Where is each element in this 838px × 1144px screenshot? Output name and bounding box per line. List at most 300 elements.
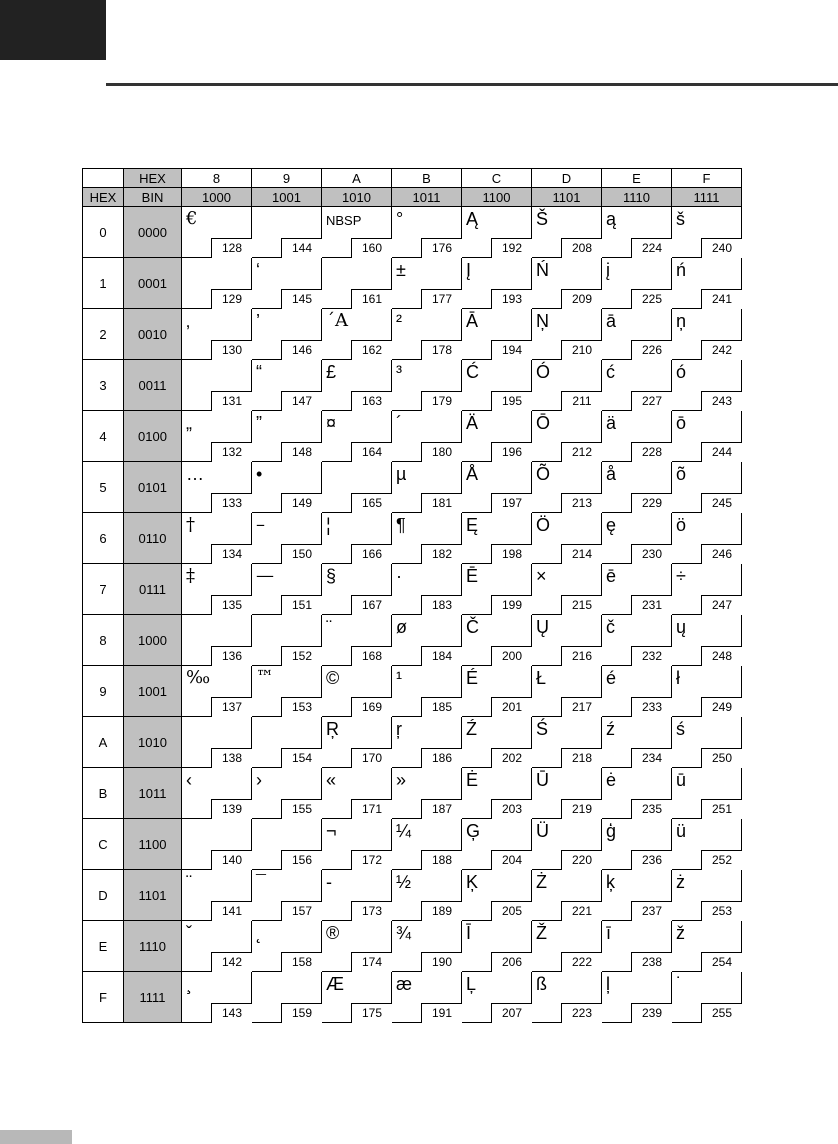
char-cell [672,717,742,768]
char-cell [322,564,392,615]
char-glyph: Ļ [466,974,477,994]
char-glyph: – [256,514,265,535]
char-glyph: ¨ [186,872,192,892]
char-glyph: Ŗ [326,719,339,739]
char-cell [462,921,532,972]
char-cell [392,870,462,921]
char-code: 220 [561,850,602,870]
row-bin: 1000 [124,615,182,666]
char-glyph: Ó [536,362,551,382]
char-cell [672,921,742,972]
char-cell [672,258,742,309]
char-glyph: ü [676,821,687,841]
char-cell [322,513,392,564]
row-bin: 1111 [124,972,182,1023]
char-code: 129 [211,289,252,309]
column-hex: 9 [252,169,322,188]
char-cell [252,717,322,768]
char-glyph: Ś [536,719,549,739]
char-glyph: ų [676,617,687,637]
char-code: 251 [701,799,742,819]
char-code: 238 [631,952,672,972]
char-cell [462,768,532,819]
char-glyph: ‘ [256,260,260,280]
char-glyph: Ä [466,413,479,433]
char-glyph: Æ [326,974,344,994]
char-code: 233 [631,697,672,717]
table-row [83,666,742,717]
char-cell [532,207,602,258]
row-bin: 1100 [124,819,182,870]
char-code: 169 [351,697,392,717]
char-glyph: Š [536,209,549,229]
char-code: 135 [211,595,252,615]
char-code: 156 [281,850,322,870]
column-hex: C [462,169,532,188]
char-cell [462,666,532,717]
char-cell [532,921,602,972]
row-hex: 8 [83,615,124,666]
char-glyph: Å [466,464,479,484]
char-glyph: ģ [606,821,617,841]
char-cell [252,207,322,258]
char-cell [182,513,252,564]
char-code: 242 [701,340,742,360]
char-code: 244 [701,442,742,462]
char-glyph: ó [676,362,687,382]
row-bin: 1010 [124,717,182,768]
char-code: 143 [211,1003,252,1023]
char-code: 215 [561,595,602,615]
header-row-hex [83,169,742,188]
char-glyph: • [256,464,263,484]
char-code: 199 [491,595,532,615]
char-cell [672,360,742,411]
char-glyph: Ż [536,872,547,892]
char-cell [252,666,322,717]
char-glyph: ņ [676,311,687,331]
char-cell [672,768,742,819]
char-cell [252,462,322,513]
char-code: 168 [351,646,392,666]
header-corner-block [0,0,106,60]
char-code: 237 [631,901,672,921]
row-bin: 0100 [124,411,182,462]
char-cell [182,972,252,1023]
char-glyph: ™ [256,667,274,688]
char-code: 183 [421,595,462,615]
table-row [83,921,742,972]
row-hex: 9 [83,666,124,717]
char-code: 163 [351,391,392,411]
header-bin-label: BIN [124,188,182,207]
row-bin: 1001 [124,666,182,717]
char-glyph: … [186,464,204,484]
table-row [83,309,742,360]
char-code: 190 [421,952,462,972]
char-code: 223 [561,1003,602,1023]
char-code: 167 [351,595,392,615]
char-code: 178 [421,340,462,360]
char-glyph: € [186,208,198,229]
char-cell [182,615,252,666]
char-glyph: ę [606,515,617,535]
column-bin: 1001 [252,188,322,207]
char-code: 224 [631,238,672,258]
char-glyph: ė [606,770,617,790]
char-cell [532,972,602,1023]
char-code: 138 [211,748,252,768]
char-code: 249 [701,697,742,717]
char-code: 236 [631,850,672,870]
char-cell [462,360,532,411]
char-cell [532,870,602,921]
column-hex: B [392,169,462,188]
row-hex: 6 [83,513,124,564]
char-cell [602,462,672,513]
char-glyph: ł [676,668,680,688]
char-cell [672,870,742,921]
char-cell [392,360,462,411]
char-glyph: ä [606,413,617,433]
char-glyph: Ą [466,209,479,229]
char-cell [602,309,672,360]
char-glyph: NBSP [326,213,362,228]
table-row [83,564,742,615]
char-code: 222 [561,952,602,972]
char-cell [392,819,462,870]
char-code: 235 [631,799,672,819]
char-glyph: £ [326,362,337,382]
char-code: 144 [281,238,322,258]
char-cell [602,258,672,309]
char-code: 246 [701,544,742,564]
char-code: 134 [211,544,252,564]
char-glyph: Ā [466,311,479,331]
char-code: 216 [561,646,602,666]
char-glyph: ō [676,413,687,433]
char-cell [672,462,742,513]
column-hex: D [532,169,602,188]
char-code: 142 [211,952,252,972]
char-code: 196 [491,442,532,462]
char-glyph: ¾ [396,923,412,943]
char-cell [462,564,532,615]
column-hex: A [322,169,392,188]
char-glyph: Ź [466,719,477,739]
char-glyph: · [396,566,402,586]
char-cell [182,819,252,870]
char-cell [252,513,322,564]
char-glyph: ļ [606,974,610,994]
char-cell [182,921,252,972]
char-code: 218 [561,748,602,768]
char-glyph: ¬ [326,821,337,841]
char-glyph: į [606,260,610,280]
char-glyph: — [256,565,274,586]
char-code: 205 [491,901,532,921]
char-code: 248 [701,646,742,666]
char-code: 150 [281,544,322,564]
char-cell [462,717,532,768]
char-cell [392,768,462,819]
char-glyph: õ [676,464,687,484]
char-code: 227 [631,391,672,411]
char-code: 158 [281,952,322,972]
char-code: 225 [631,289,672,309]
char-cell [602,921,672,972]
char-cell [672,207,742,258]
char-glyph: × [536,566,547,586]
char-code: 194 [491,340,532,360]
char-glyph: ś [676,719,685,739]
row-bin: 1011 [124,768,182,819]
char-glyph: ‰ [186,667,211,688]
char-cell [182,717,252,768]
char-code: 255 [701,1003,742,1023]
table-row [83,615,742,666]
char-cell [602,207,672,258]
char-code: 180 [421,442,462,462]
column-hex: F [672,169,742,188]
char-code: 232 [631,646,672,666]
char-cell [462,411,532,462]
char-cell [532,513,602,564]
char-code: 229 [631,493,672,513]
char-glyph: ¨ [326,617,332,637]
char-code: 211 [561,391,602,411]
row-hex: D [83,870,124,921]
char-glyph: Ē [466,566,479,586]
char-code: 212 [561,442,602,462]
header-rule [106,83,838,86]
char-glyph: Ū [536,770,549,790]
char-cell [182,411,252,462]
char-cell [322,462,392,513]
char-code: 153 [281,697,322,717]
char-code: 164 [351,442,392,462]
char-cell [532,666,602,717]
char-code: 148 [281,442,322,462]
char-cell [182,360,252,411]
char-code: 159 [281,1003,322,1023]
char-glyph: ź [606,719,615,739]
char-glyph: Ü [536,821,549,841]
column-bin: 1110 [602,188,672,207]
character-code-table [82,168,742,1023]
char-glyph: µ [396,464,407,484]
char-cell [392,564,462,615]
char-code: 162 [351,340,392,360]
char-code: 250 [701,748,742,768]
char-cell [252,411,322,462]
char-cell [602,411,672,462]
char-code: 182 [421,544,462,564]
char-glyph: » [396,770,407,790]
char-cell [602,666,672,717]
row-bin: 1110 [124,921,182,972]
char-cell [462,615,532,666]
column-bin: 1010 [322,188,392,207]
char-glyph: é [606,668,617,688]
char-code: 202 [491,748,532,768]
char-code: 170 [351,748,392,768]
char-code: 192 [491,238,532,258]
char-glyph: æ [396,974,413,994]
char-cell [392,921,462,972]
char-code: 151 [281,595,322,615]
table-row [83,768,742,819]
char-cell [532,615,602,666]
table-row [83,972,742,1023]
char-cell [532,819,602,870]
char-glyph: ¶ [396,515,406,535]
header-empty-cell [83,169,124,188]
char-code: 155 [281,799,322,819]
char-code: 160 [351,238,392,258]
char-code: 175 [351,1003,392,1023]
row-hex: 7 [83,564,124,615]
char-code: 132 [211,442,252,462]
char-code: 157 [281,901,322,921]
char-cell [182,462,252,513]
char-cell [462,513,532,564]
char-code: 239 [631,1003,672,1023]
char-code: 208 [561,238,602,258]
char-glyph: ± [396,260,406,280]
char-cell [602,360,672,411]
char-code: 252 [701,850,742,870]
char-code: 141 [211,901,252,921]
table-row [83,258,742,309]
char-cell [322,921,392,972]
char-cell [252,870,322,921]
table-row [83,717,742,768]
char-code: 203 [491,799,532,819]
char-glyph: å [606,464,617,484]
char-glyph: ń [676,260,687,280]
row-hex-label: HEX [83,188,124,207]
row-hex: E [83,921,124,972]
char-cell [532,411,602,462]
char-code: 131 [211,391,252,411]
char-code: 147 [281,391,322,411]
char-glyph: Ų [536,617,549,637]
char-glyph: ´ [396,413,402,433]
row-bin: 1101 [124,870,182,921]
char-cell [392,615,462,666]
char-cell [252,819,322,870]
char-cell [532,768,602,819]
char-code: 161 [351,289,392,309]
char-glyph: ΄A [326,310,348,331]
char-code: 253 [701,901,742,921]
char-glyph: ¹ [396,668,402,688]
row-hex: 1 [83,258,124,309]
char-cell [462,207,532,258]
char-glyph: ā [606,311,617,331]
char-code: 171 [351,799,392,819]
char-cell [182,666,252,717]
char-glyph: ö [676,515,687,535]
char-cell [252,972,322,1023]
char-code: 254 [701,952,742,972]
column-bin: 1011 [392,188,462,207]
char-glyph: « [326,770,337,790]
column-bin: 1111 [672,188,742,207]
char-cell [672,666,742,717]
char-glyph: ¼ [396,821,412,841]
char-glyph: Č [466,617,479,637]
char-glyph: Õ [536,464,551,484]
header-hex-label: HEX [124,169,182,188]
char-cell [322,207,392,258]
char-code: 228 [631,442,672,462]
char-cell [392,258,462,309]
char-code: 145 [281,289,322,309]
char-cell [182,309,252,360]
char-glyph: ‚ [186,311,190,331]
char-cell [182,768,252,819]
char-code: 154 [281,748,322,768]
char-glyph: Ņ [536,311,549,331]
char-code: 206 [491,952,532,972]
char-glyph: ¦ [326,515,331,535]
row-bin: 0101 [124,462,182,513]
char-code: 136 [211,646,252,666]
row-hex: 3 [83,360,124,411]
char-cell [602,819,672,870]
char-glyph: ŗ [396,719,402,739]
char-glyph: ¤ [326,413,337,433]
char-cell [532,564,602,615]
table-row [83,207,742,258]
char-cell [602,513,672,564]
char-glyph: ‡ [186,565,195,586]
char-code: 201 [491,697,532,717]
char-cell [532,309,602,360]
char-glyph: Ł [536,668,547,688]
char-cell [252,921,322,972]
char-cell [392,666,462,717]
table-row [83,360,742,411]
char-glyph: Ō [536,413,551,433]
column-bin: 1000 [182,188,252,207]
char-cell [532,462,602,513]
char-code: 152 [281,646,322,666]
char-cell [602,972,672,1023]
char-code: 188 [421,850,462,870]
row-hex: C [83,819,124,870]
char-glyph: ‹ [186,770,192,790]
char-code: 241 [701,289,742,309]
char-code: 191 [421,1003,462,1023]
char-cell [392,717,462,768]
char-glyph: Ķ [466,872,479,892]
char-cell [672,564,742,615]
char-cell [252,615,322,666]
char-code: 200 [491,646,532,666]
char-cell [462,870,532,921]
char-cell [252,360,322,411]
char-glyph: ® [326,923,340,943]
char-glyph: ’ [256,311,260,331]
row-hex: 4 [83,411,124,462]
row-bin: 0000 [124,207,182,258]
char-cell [602,768,672,819]
char-glyph: ˛ [256,923,262,943]
footer-page-tab [0,1130,72,1144]
